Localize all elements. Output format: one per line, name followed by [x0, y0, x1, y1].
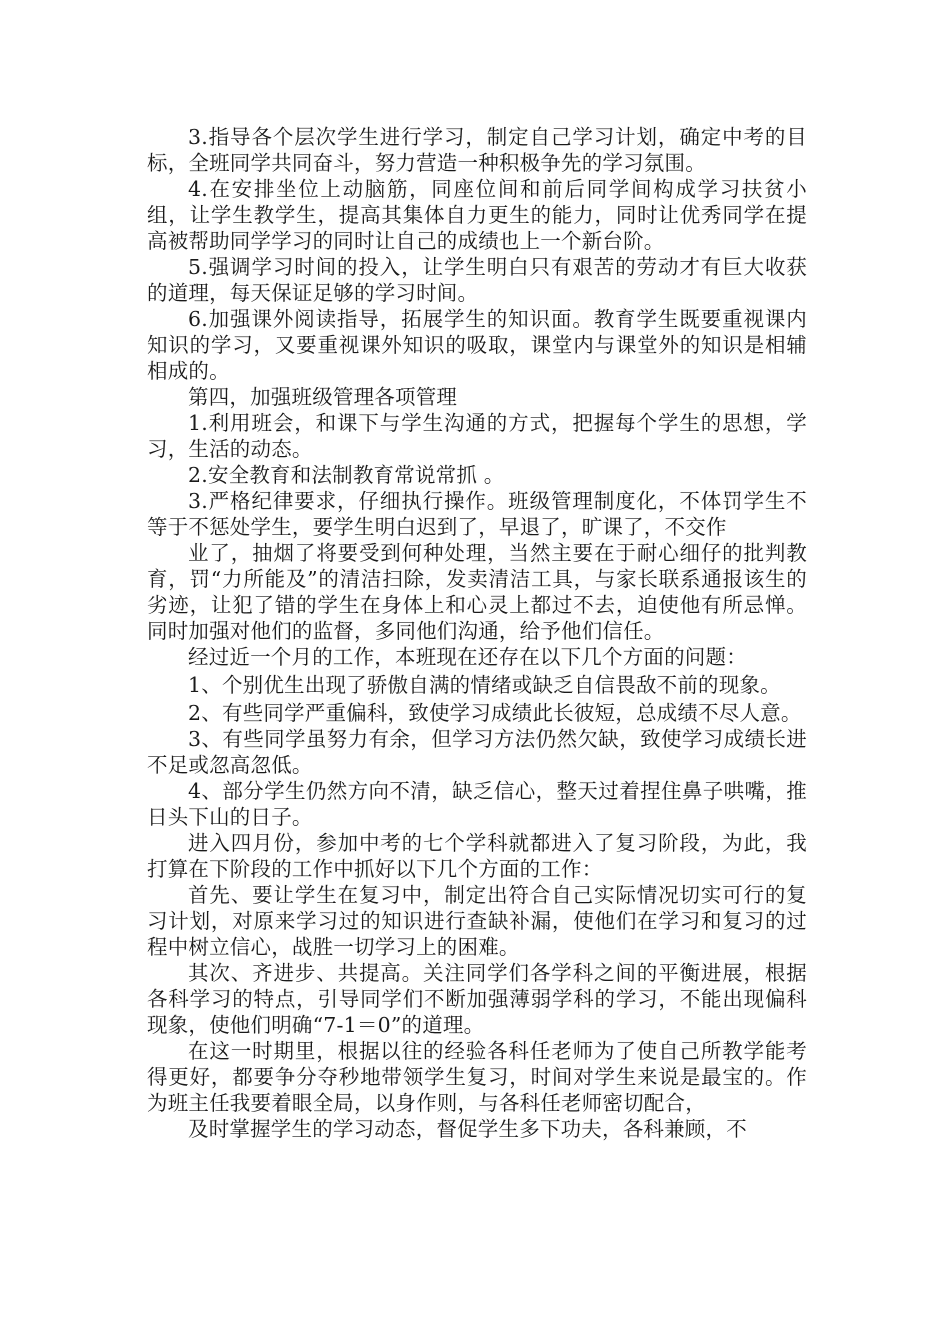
paragraph-problem-2: 2、有些同学严重偏科，致使学习成绩此长彼短，总成绩不尽人意。	[188, 701, 802, 725]
paragraph-item-4: 4.在安排坐位上动脑筋，同座位间和前后同学间构成学习扶贫小组，让学生教学生，提高其集体自力更生的能力，同时让优秀同学在提高被帮助同学学习的同时让自己的成绩也上一个新台阶。	[147, 177, 807, 253]
section-heading-four: 第四，加强班级管理各项管理	[188, 385, 458, 409]
paragraph-item-3: 3.指导各个层次学生进行学习，制定自己学习计划，确定中考的目标，全班同学共同奋斗，努力营造一种积极争先的学习氛围。	[147, 125, 807, 175]
paragraph-problem-1: 1、个别优生出现了骄傲自满的情绪或缺乏自信畏敌不前的现象。	[188, 673, 781, 697]
paragraph-april-plan: 进入四月份，参加中考的七个学科就都进入了复习阶段，为此，我打算在下阶段的工作中抓好以下几个方面的工作：	[147, 831, 807, 881]
paragraph-mgmt-1: 1.利用班会，和课下与学生沟通的方式，把握每个学生的思想，学习，生活的动态。	[147, 411, 807, 461]
paragraph-mgmt-2: 2.安全教育和法制教育常说常抓 。	[188, 463, 505, 487]
paragraph-second: 其次、齐进步、共提高。关注同学们各学科之间的平衡进展，根据各科学习的特点，引导同学们不断加强薄弱学科的学习，不能出现偏科现象，使他们明确“7-1＝0”的道理。	[147, 961, 807, 1037]
paragraph-this-period: 在这一时期里，根据以往的经验各科任老师为了使自己所教学能考得更好，都要争分夺秒地带领学生复习，时间对学生来说是最宝的。作为班主任我要着眼全局，以身作则，与各科任老师密切配合，	[147, 1039, 807, 1115]
document-body	[147, 124, 807, 1142]
paragraph-problem-4: 4、部分学生仍然方向不清，缺乏信心，整天过着捏住鼻子哄嘴，推日头下山的日子。	[147, 779, 807, 829]
paragraph-mgmt-3: 3.严格纪律要求，仔细执行操作。班级管理制度化，不体罚学生不等于不惩处学生，要学生明白迟到了，早退了，旷课了，不交作	[147, 489, 807, 539]
paragraph-item-5: 5.强调学习时间的投入，让学生明白只有艰苦的劳动才有巨大收获的道理，每天保证足够的学习时间。	[147, 255, 807, 305]
paragraph-problem-3: 3、有些同学虽努力有余，但学习方法仍然欠缺，致使学习成绩长进不足或忽高忽低。	[147, 727, 807, 777]
paragraph-problems-intro: 经过近一个月的工作，本班现在还存在以下几个方面的问题：	[188, 645, 747, 669]
paragraph-item-6: 6.加强课外阅读指导，拓展学生的知识面。教育学生既要重视课内知识的学习，又要重视课外知识的吸取，课堂内与课堂外的知识是相辅相成的。	[147, 307, 807, 383]
paragraph-mgmt-3-continued: 业了，抽烟了将要受到何种处理，当然主要在于耐心细仔的批判教育，罚“力所能及”的清洁扫除，发卖清洁工具，与家长联系通报该生的劣迹，让犯了错的学生在身体上和心灵上都过不去，迫使他有所忌惮。同时加强对他们的监督，多同他们沟通，给予他们信任。	[147, 541, 807, 643]
paragraph-first: 首先、要让学生在复习中，制定出符合自己实际情况切实可行的复习计划，对原来学习过的知识进行查缺补漏，使他们在学习和复习的过程中树立信心，战胜一切学习上的困难。	[147, 883, 807, 959]
paragraph-timely-grasp: 及时掌握学生的学习动态，督促学生多下功夫，各科兼顾，不	[188, 1117, 747, 1141]
